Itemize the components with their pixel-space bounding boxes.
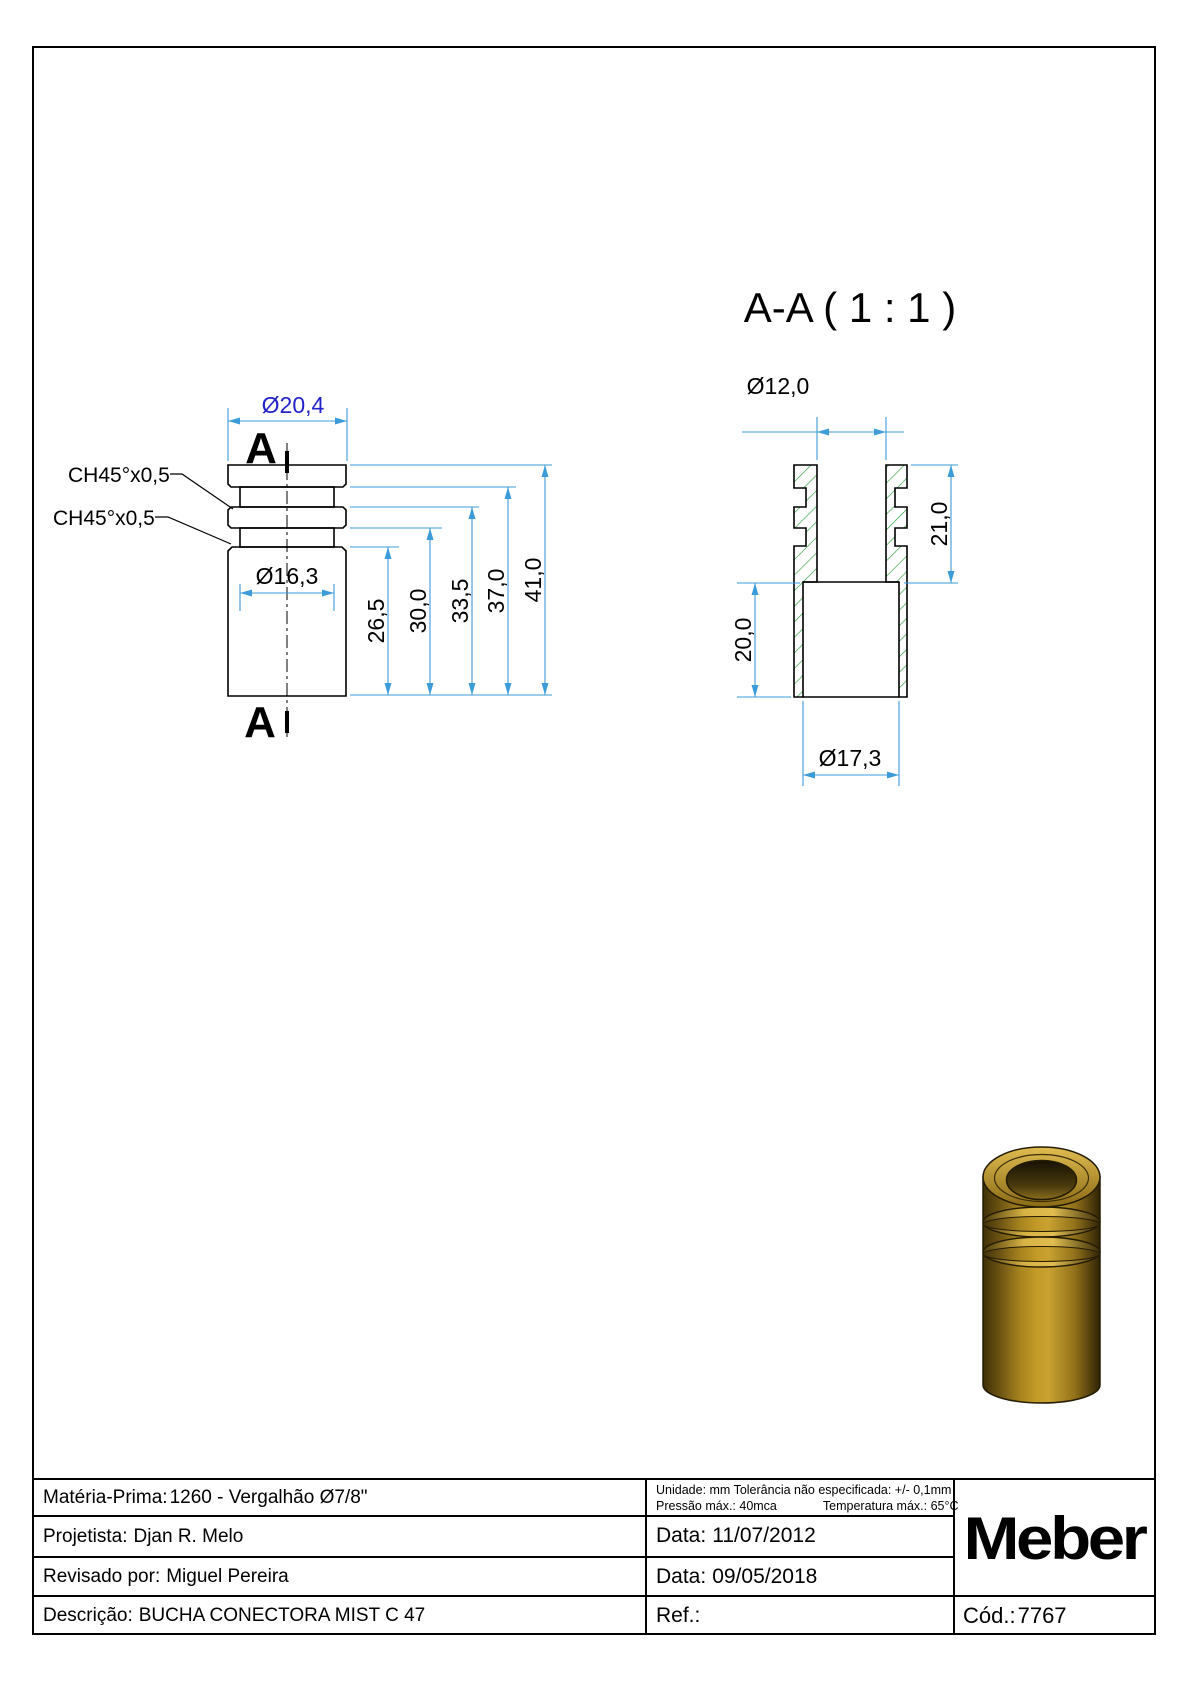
dim-h1: 26,5 <box>363 598 389 644</box>
ref-cell <box>656 1599 700 1632</box>
cod-value: 7767 <box>1017 1602 1067 1628</box>
temperature-note: Temperatura máx.: 65°C <box>822 1499 959 1513</box>
date-revised-value: 09/05/2018 <box>712 1564 818 1588</box>
section-wall-right <box>886 465 907 697</box>
projetista-label: Projetista: <box>43 1525 128 1547</box>
section-view <box>794 465 907 697</box>
tolerance-notes-line1: Unidade: mm Tolerância não especificada: +/- 0,1mm <box>656 1483 952 1497</box>
dim-h4: 37,0 <box>483 568 509 614</box>
ref-label: Ref.: <box>656 1603 701 1627</box>
descricao-label: Descrição: <box>43 1604 133 1626</box>
materia-prima-label: Matéria-Prima: <box>43 1486 168 1508</box>
materia-prima-value: 1260 - Vergalhão Ø7/8" <box>169 1486 368 1508</box>
chamfer-label-2: CH45°x0,5 <box>53 507 155 530</box>
descricao-cell <box>43 1599 425 1632</box>
dim-dia-top: Ø20,4 <box>261 392 325 418</box>
dim-dia-groove: Ø16,3 <box>255 563 319 589</box>
section-wall-left <box>794 465 817 697</box>
grid-line <box>645 1478 647 1634</box>
cod-cell <box>963 1599 1067 1632</box>
grid-line <box>33 1515 953 1517</box>
section-label-bottom: A <box>244 698 276 747</box>
grid-line <box>33 1556 953 1558</box>
grid-line <box>33 1595 1155 1597</box>
date-revised-label: Data: <box>656 1564 707 1588</box>
dim-h5: 41,0 <box>520 557 546 603</box>
dim-h2: 30,0 <box>405 588 431 634</box>
chamfer-leader-1 <box>170 474 233 509</box>
render-3d <box>983 1147 1100 1403</box>
materia-prima-cell <box>43 1482 368 1513</box>
pressure-note: Pressão máx.: 40mca <box>656 1499 777 1513</box>
render-groove-2-inner <box>983 1247 1100 1262</box>
date-created-label: Data: <box>656 1524 707 1547</box>
chamfer-leader-2 <box>155 517 231 544</box>
date-created-value: 11/07/2012 <box>712 1524 816 1547</box>
company-logo: Meber <box>963 1504 1145 1572</box>
revisado-label: Revisado por: <box>43 1565 161 1587</box>
dim-depth-bottom: 20,0 <box>730 617 756 663</box>
tolerance-notes <box>656 1482 959 1514</box>
section-label-top: A <box>245 424 277 473</box>
notes-spacer <box>777 1498 823 1514</box>
section-view-arrows <box>752 429 955 779</box>
cod-label: Cód.: <box>963 1602 1016 1628</box>
projetista-cell <box>43 1520 243 1553</box>
tolerance-notes-line2 <box>656 1498 959 1514</box>
section-view-dimensions <box>737 417 958 786</box>
render-bore-hole <box>1007 1161 1077 1200</box>
revisado-value: Miguel Pereira <box>166 1565 289 1587</box>
date-revised-cell <box>656 1560 817 1593</box>
date-created-cell <box>656 1519 816 1553</box>
dim-bore-top: Ø12,0 <box>746 373 810 399</box>
chamfer-label-1: CH45°x0,5 <box>68 464 170 487</box>
projetista-value: Djan R. Melo <box>133 1525 244 1547</box>
render-groove-1-inner <box>983 1217 1100 1232</box>
grid-line <box>33 1478 1155 1480</box>
section-view-title: A-A ( 1 : 1 ) <box>743 284 957 331</box>
dim-depth-top: 21,0 <box>926 501 952 547</box>
revisado-cell <box>43 1560 289 1593</box>
dim-bore-bottom: Ø17,3 <box>818 745 882 771</box>
descricao-value: BUCHA CONECTORA MIST C 47 <box>138 1604 426 1626</box>
dim-h3: 33,5 <box>447 578 473 624</box>
